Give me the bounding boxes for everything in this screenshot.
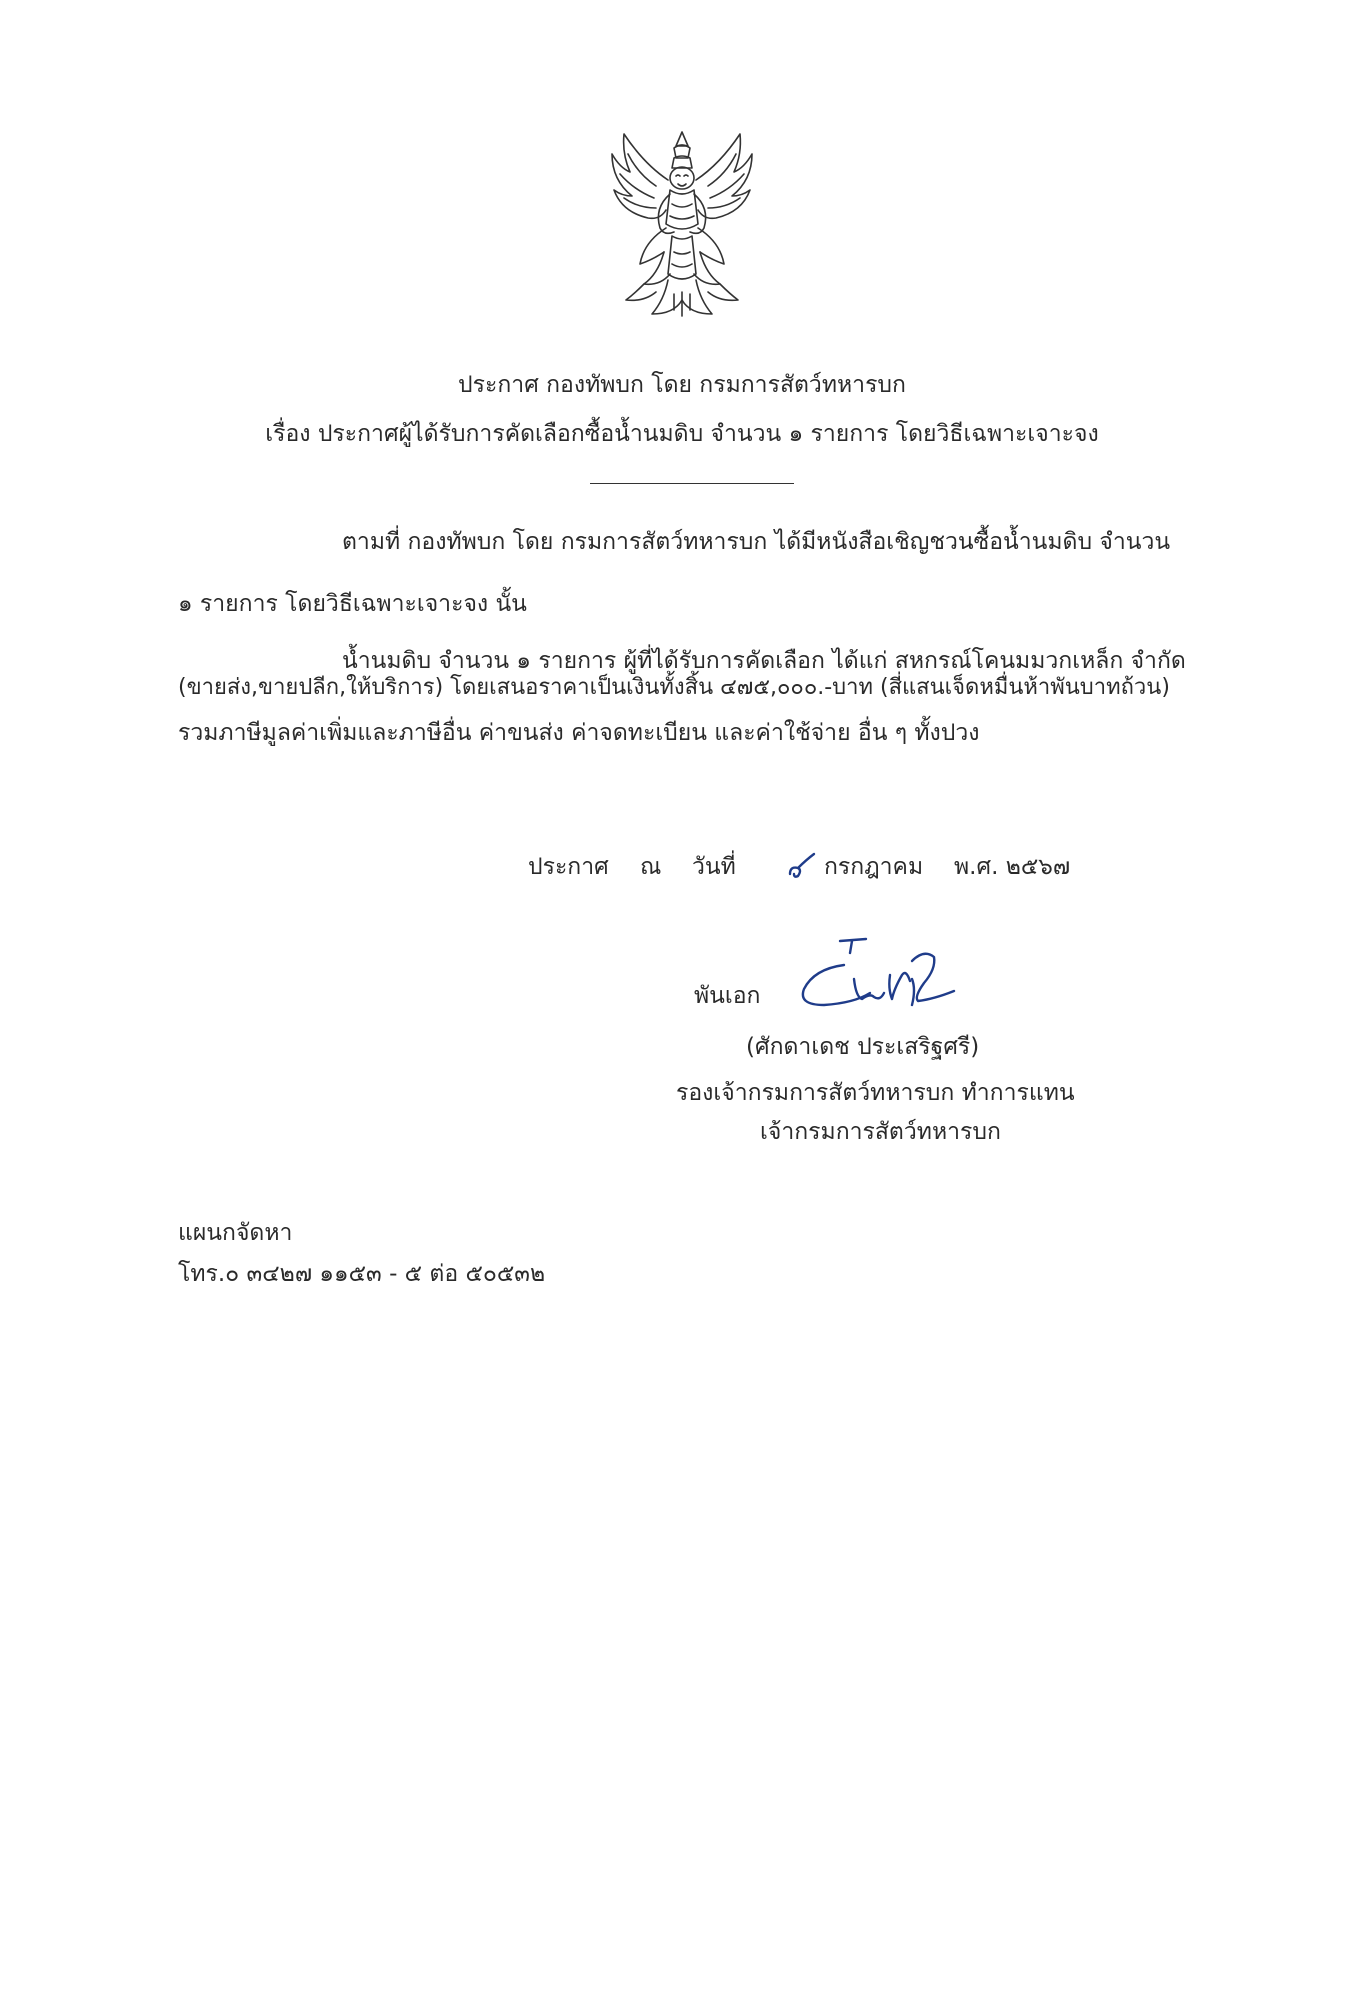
signer-position-line-1: รองเจ้ากรมการสัตว์ทหารบก ทำการแทน — [676, 1080, 1075, 1106]
announce-day-label: วันที่ — [692, 854, 736, 880]
body-paragraph-1-line-1: ตามที่ กองทัพบก โดย กรมการสัตว์ทหารบก ได้มีหนังสือเชิญชวนซื้อน้ำนมดิบ จำนวน — [342, 529, 1171, 555]
announce-at: ณ — [640, 854, 662, 880]
announcement-title: ประกาศ กองทัพบก โดย กรมการสัตว์ทหารบก — [458, 372, 906, 398]
body-paragraph-2-line-2: (ขายส่ง,ขายปลีก,ให้บริการ) โดยเสนอราคาเป็นเงินทั้งสิ้น ๔๗๕,๐๐๐.-บาท (สี่แสนเจ็ดหมื่นห้าพันบาทถ้วน) — [178, 675, 1170, 700]
title-underline — [590, 483, 794, 484]
handwritten-day-icon — [786, 850, 818, 882]
handwritten-signature-icon — [784, 935, 970, 1031]
signer-position-line-2: เจ้ากรมการสัตว์ทหารบก — [760, 1119, 1001, 1145]
footer-phone: โทร.๐ ๓๔๒๗ ๑๑๕๓ - ๕ ต่อ ๕๐๕๓๒ — [178, 1261, 546, 1287]
announce-year: พ.ศ. ๒๕๖๗ — [954, 854, 1071, 880]
announcement-subject: เรื่อง ประกาศผู้ได้รับการคัดเลือกซื้อน้ำนมดิบ จำนวน ๑ รายการ โดยวิธีเฉพาะเจาะจง — [265, 421, 1099, 447]
signer-name: (ศักดาเดช ประเสริฐศรี) — [746, 1034, 980, 1060]
announce-month: กรกฎาคม — [824, 854, 924, 880]
garuda-emblem-icon — [604, 124, 760, 324]
body-paragraph-2-line-1: น้ำนมดิบ จำนวน ๑ รายการ ผู้ที่ได้รับการคัดเลือก ได้แก่ สหกรณ์โคนมมวกเหล็ก จำกัด — [342, 648, 1186, 674]
footer-department: แผนกจัดหา — [178, 1220, 293, 1246]
announce-prefix: ประกาศ — [528, 854, 609, 880]
signer-rank: พันเอก — [694, 983, 761, 1009]
body-paragraph-2-line-3: รวมภาษีมูลค่าเพิ่มและภาษีอื่น ค่าขนส่ง ค่าจดทะเบียน และค่าใช้จ่าย อื่น ๆ ทั้งปวง — [178, 720, 980, 746]
body-paragraph-1-line-2: ๑ รายการ โดยวิธีเฉพาะเจาะจง นั้น — [178, 591, 527, 617]
